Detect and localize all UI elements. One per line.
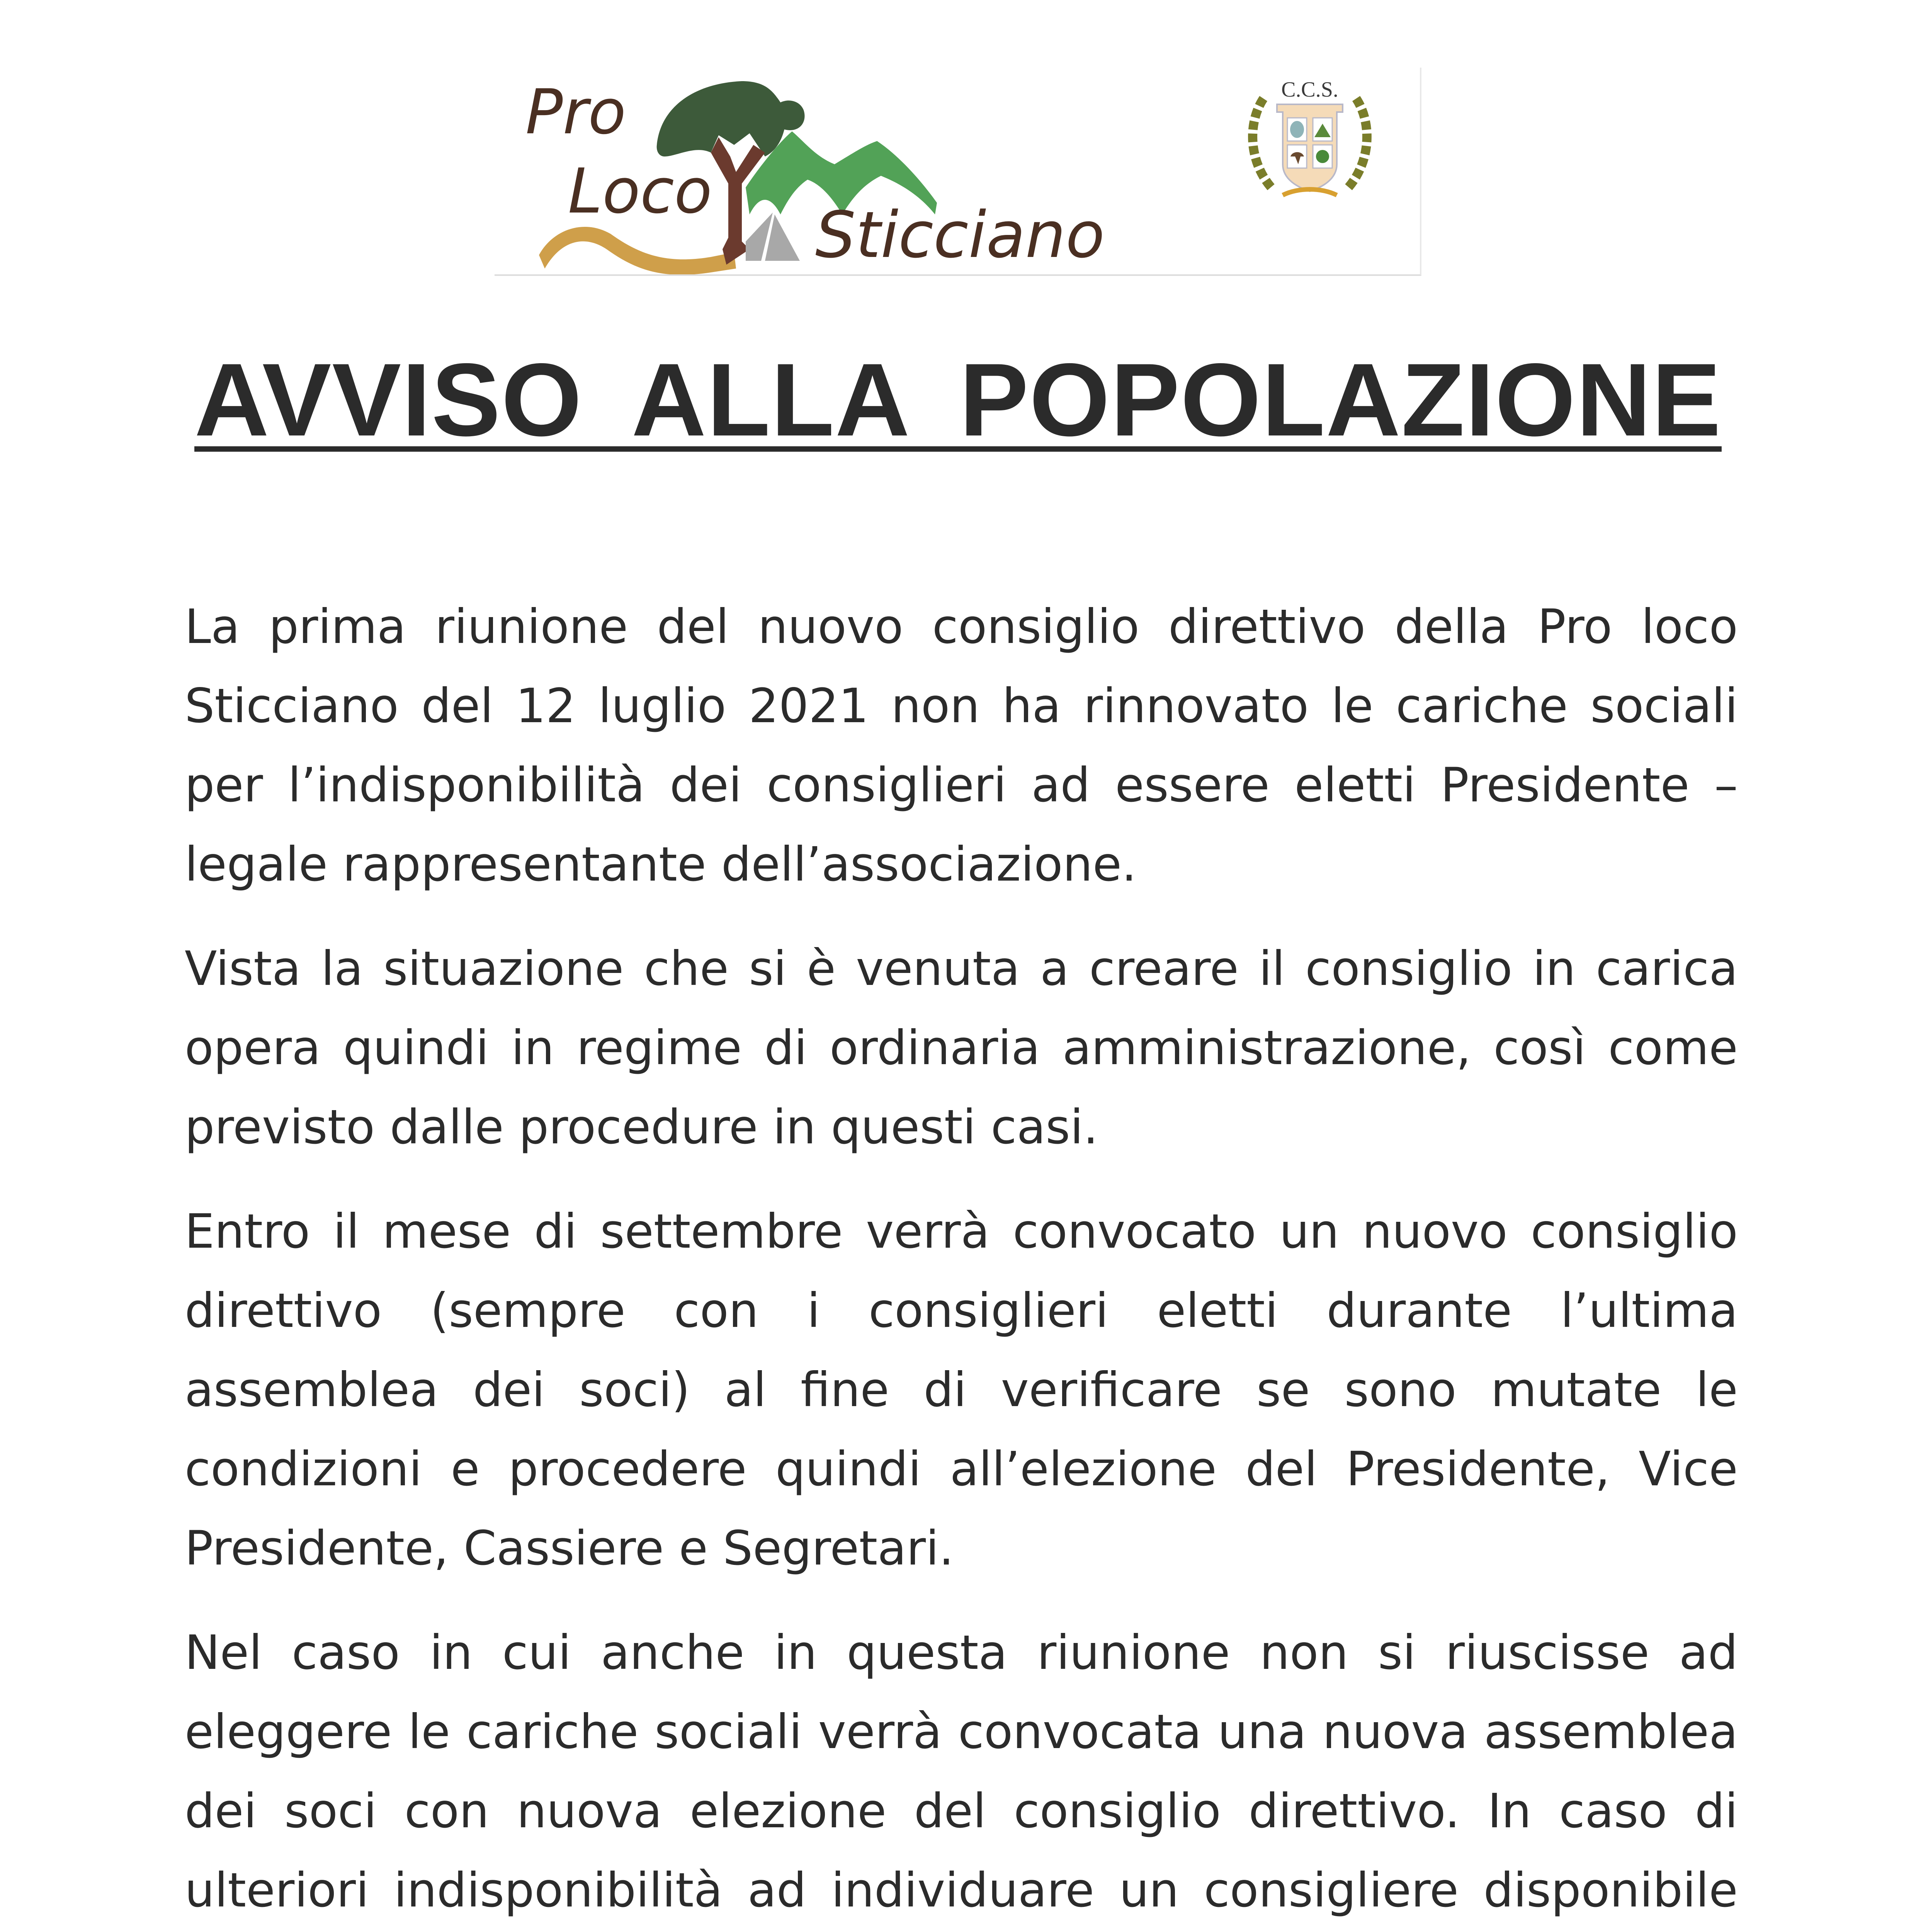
page-title bbox=[0, 340, 1916, 459]
paragraph: La prima riunione del nuovo consiglio direttivo della Pro loco Sticciano del 12 luglio 2021 non ha rinnovato le cariche sociali per l’indisponibilità dei consiglieri ad essere eletti Presidente – legale rappresentante dell’associazione. bbox=[185, 599, 1738, 892]
path-shape bbox=[539, 227, 736, 274]
logo-text-pro: Pro bbox=[525, 76, 626, 148]
ccs-emblem-icon bbox=[1253, 78, 1367, 195]
emblem-text: C.C.S. bbox=[1281, 78, 1338, 102]
paragraph: Vista la situazione che si è venuta a creare il consiglio in carica opera quindi in regime di ordinaria amministrazione, così come previsto dalle procedure in questi casi. bbox=[185, 941, 1738, 1155]
logo-text-loco: Loco bbox=[568, 155, 712, 227]
pro-loco-logo bbox=[495, 68, 1421, 276]
logo-text-sticciano: Sticciano bbox=[815, 198, 1105, 272]
page-title-text: AVVISO ALLA POPOLAZIONE bbox=[194, 342, 1722, 457]
notice-body bbox=[185, 587, 1738, 1932]
paragraph: Nel caso in cui anche in questa riunione non si riuscisse ad eleggere le cariche sociali verrà convocata una nuova assemblea dei soci con nuova elezione del consiglio direttivo. In caso di ulteriori indisponibilità ad individuare un consigliere disponibile bbox=[185, 1625, 1738, 1918]
paragraph: Entro il mese di settembre verrà convocato un nuovo consiglio direttivo (sempre con i consiglieri eletti durante l’ultima assemblea dei soci) al fine di verificare se sono mutate le condizioni e procedere quindi all’elezione del Presidente, Vice Presidente, Cassiere e Segretari. bbox=[185, 1204, 1738, 1576]
